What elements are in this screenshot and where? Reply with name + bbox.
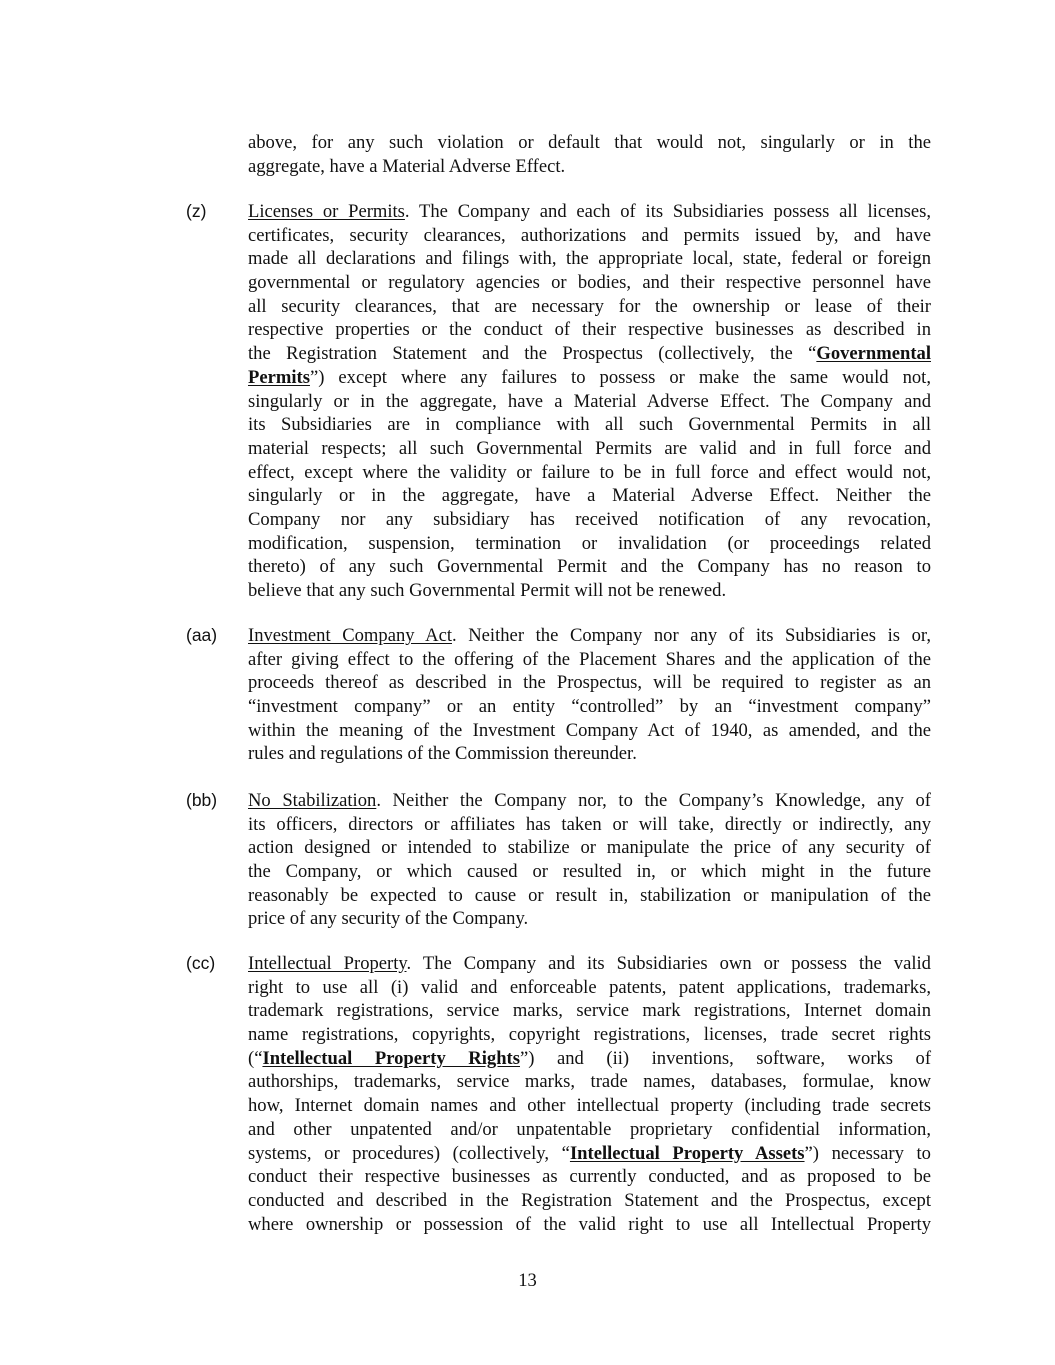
section-label-bb: (bb) [186, 790, 218, 810]
defined-term: Intellectual Property Rights [262, 1047, 520, 1069]
section-bb-no-stabilization [248, 789, 931, 931]
text-line: singularly or in the aggregate, have a Material Adverse Effect. The Company and [248, 390, 931, 412]
text-line: after giving effect to the offering of the Placement Shares and the application of the [248, 648, 931, 670]
defined-term: Permits [248, 366, 310, 388]
section-heading: Investment Company Act [248, 625, 452, 646]
text-line: above, for any such violation or default that would not, singularly or in the [248, 132, 931, 153]
text-line: made all declarations and filings with, the appropriate local, state, federal or foreign [248, 248, 931, 270]
text-line: No Stabilization. Neither the Company nor, to the Company’s Knowledge, any of [248, 790, 931, 811]
text-line: governmental or regulatory agencies or bodies, and their respective personnel have [248, 272, 931, 294]
text-line: respective properties or the conduct of their respective businesses as described in [248, 319, 931, 341]
text-line: within the meaning of the Investment Company Act of 1940, as amended, and the [248, 719, 931, 741]
text-line: where ownership or possession of the valid right to use all Intellectual Property [248, 1213, 931, 1235]
section-aa-investment-company-act [248, 624, 931, 766]
page-number: 13 [518, 1270, 537, 1291]
section-label-cc: (cc) [186, 953, 216, 973]
text-line: systems, or procedures) (collectively, “Intellectual Property Assets”) necessary to [248, 1142, 931, 1164]
text-line: (“Intellectual Property Rights”) and (ii) inventions, software, works of [248, 1047, 932, 1069]
text-line: aggregate, have a Material Adverse Effect. [248, 155, 566, 177]
text-line: material respects; all such Governmental Permits are valid and in full force and [248, 437, 931, 459]
text-line: the Registration Statement and the Prospectus (collectively, the “Governmental [248, 343, 931, 365]
text-line: price of any security of the Company. [248, 908, 529, 930]
section-cc-intellectual-property [248, 952, 931, 1236]
section-label-z: (z) [186, 201, 207, 221]
text-line: singularly or in the aggregate, have a Material Adverse Effect. Neither the [248, 485, 931, 507]
text-line: believe that any such Governmental Permit will not be renewed. [248, 580, 727, 601]
text-line: its officers, directors or affiliates has taken or will take, directly or indirectly, any [248, 813, 931, 835]
text-line: thereto) of any such Governmental Permit and the Company has no reason to [248, 556, 931, 578]
text-line: Licenses or Permits. The Company and each of its Subsidiaries possess all licenses, [248, 201, 931, 222]
text-line: name registrations, copyrights, copyright registrations, licenses, trade secret rights [248, 1024, 931, 1046]
section-label-aa: (aa) [186, 625, 218, 645]
text-line: the Company, or which caused or resulted in, or which might in the future [248, 861, 931, 883]
text-line: Investment Company Act. Neither the Company nor any of its Subsidiaries is or, [248, 625, 931, 646]
text-line: effect, except where the validity or failure to be in full force and effect would not, [248, 461, 931, 483]
text-line: reasonably be expected to cause or result in, stabilization or manipulation of the [248, 884, 931, 906]
section-heading: No Stabilization [248, 790, 377, 811]
text-line: rules and regulations of the Commission thereunder. [248, 743, 637, 765]
text-line: Permits”) except where any failures to possess or make the same would not, [248, 366, 931, 388]
defined-term: Intellectual Property Assets [569, 1142, 805, 1164]
section-heading: Licenses or Permits [248, 201, 405, 222]
text-line: all security clearances, that are necessary for the ownership or lease of their [248, 295, 931, 317]
text-line: proceeds thereof as described in the Prospectus, will be required to register as an [248, 672, 931, 694]
text-line: action designed or intended to stabilize or manipulate the price of any security of [248, 837, 931, 859]
text-line: authorships, trademarks, service marks, trade names, databases, formulae, know [248, 1071, 931, 1093]
text-line: its Subsidiaries are in compliance with all such Governmental Permits in all [248, 414, 931, 436]
text-line: right to use all (i) valid and enforceable patents, patent applications, trademarks, [248, 976, 931, 998]
text-line: trademark registrations, service marks, service mark registrations, Internet domain [248, 1000, 931, 1022]
continuation-paragraph [248, 131, 931, 178]
section-z-licenses-or-permits [248, 200, 931, 603]
text-line: “investment company” or an entity “controlled” by an “investment company” [248, 696, 931, 718]
text-line: certificates, security clearances, authorizations and permits issued by, and have [248, 224, 931, 246]
text-line: Intellectual Property. The Company and its Subsidiaries own or possess the valid [248, 953, 931, 974]
section-heading: Intellectual Property [248, 953, 407, 974]
text-line: how, Internet domain names and other intellectual property (including trade secrets [248, 1095, 931, 1117]
text-line: conducted and described in the Registration Statement and the Prospectus, except [248, 1189, 931, 1211]
text-line: conduct their respective businesses as currently conducted, and as proposed to be [248, 1166, 931, 1188]
text-line: Company nor any subsidiary has received notification of any revocation, [248, 508, 931, 530]
text-line: modification, suspension, termination or invalidation (or proceedings related [248, 532, 931, 554]
text-line: and other unpatented and/or unpatentable proprietary confidential information, [248, 1118, 931, 1140]
defined-term: Governmental [816, 343, 931, 365]
